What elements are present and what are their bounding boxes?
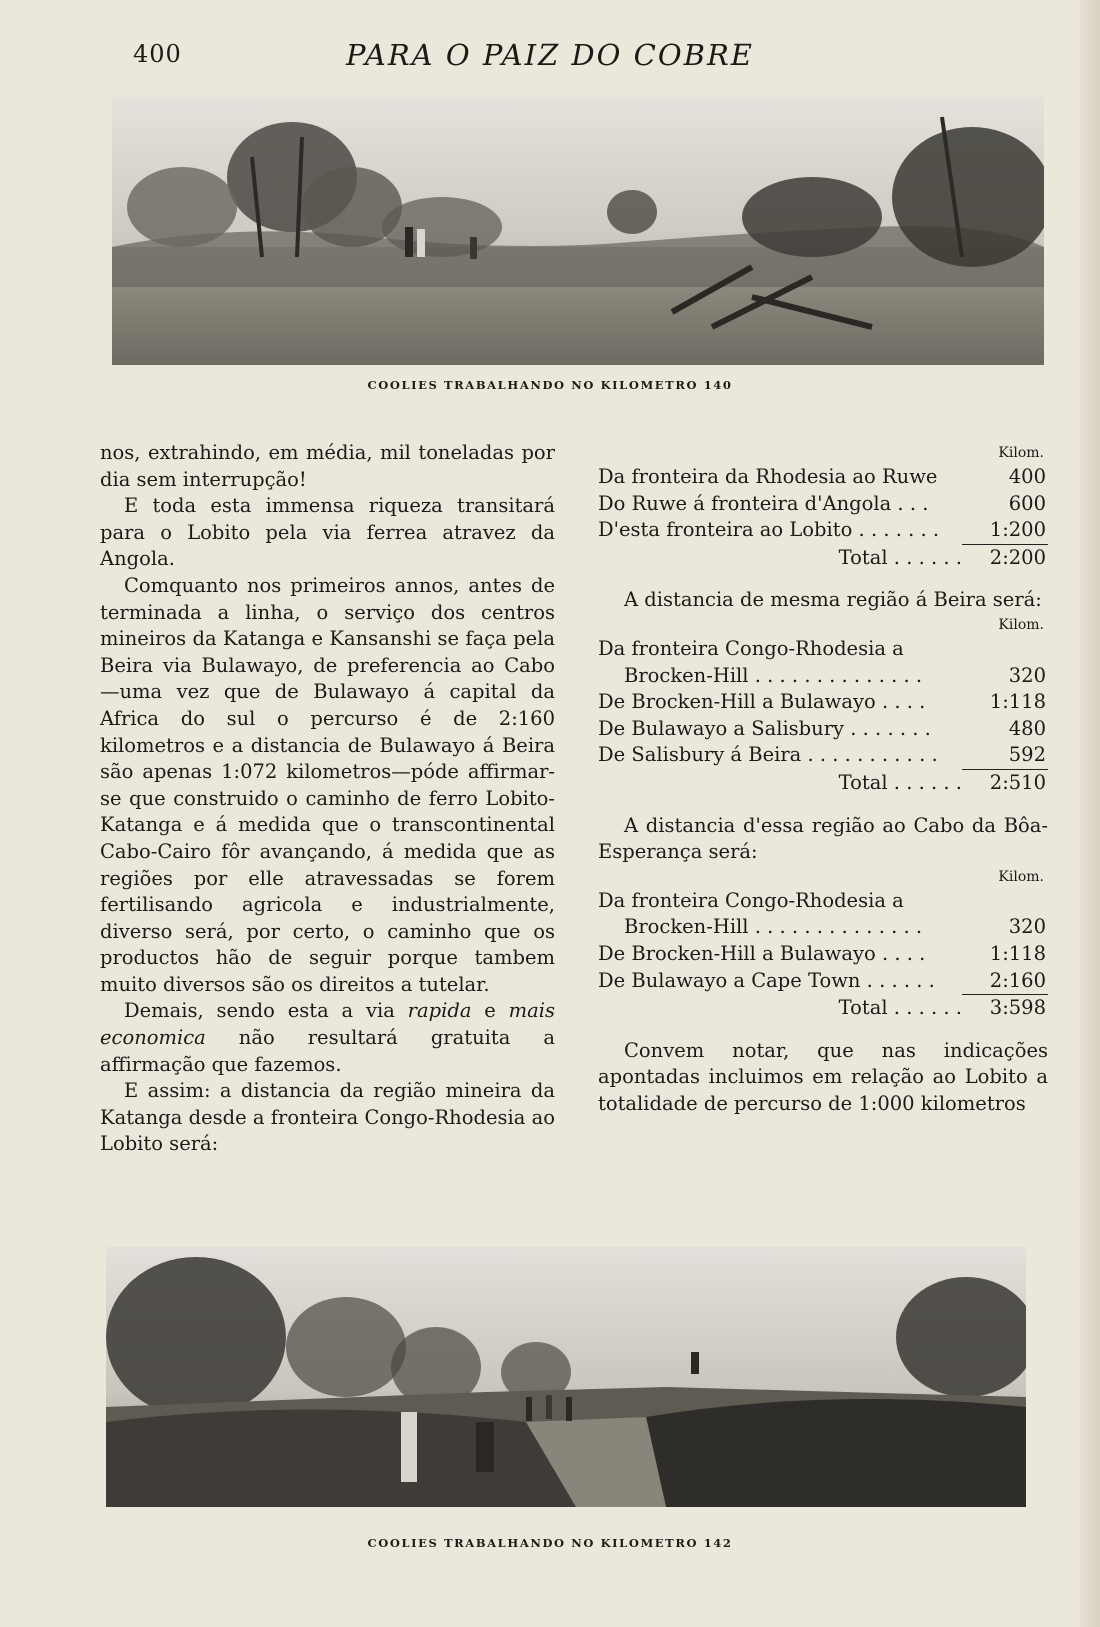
row-label: Da fronteira da Rhodesia ao Ruwe — [598, 465, 938, 488]
page-number: 400 — [133, 40, 182, 68]
total-row — [598, 995, 1048, 1022]
total-label: Total . . . . . . — [838, 996, 962, 1020]
distance-table-cabo — [598, 888, 1048, 1022]
text-run: e — [471, 999, 509, 1023]
distance-table-lobito — [598, 464, 1048, 571]
page-edge — [1080, 0, 1100, 1627]
photo-bottom — [106, 1247, 1026, 1507]
paragraph: A distancia de mesma região á Beira será: — [624, 588, 1042, 612]
row-label: Do Ruwe á fronteira d'Angola . . . — [598, 491, 929, 515]
row-value: 2:160 — [962, 968, 1048, 996]
table-row — [598, 491, 1048, 518]
row-value: 320 — [1008, 663, 1046, 687]
photo-top — [112, 97, 1044, 365]
photo-top-caption: COOLIES TRABALHANDO NO KILOMETRO 140 — [367, 378, 733, 392]
table-row — [598, 636, 1048, 663]
row-label: Da fronteira Congo-Rhodesia a — [598, 636, 904, 660]
row-label: De Brocken-Hill a Bulawayo . . . . — [598, 941, 926, 965]
row-value: 480 — [1008, 716, 1046, 740]
right-column — [598, 442, 1048, 1117]
italic-text: rapida — [407, 999, 472, 1023]
table-row — [598, 914, 1048, 941]
table-row — [598, 888, 1048, 915]
row-label: Brocken-Hill . . . . . . . . . . . . . . — [624, 663, 923, 687]
italic-text: mais economica — [100, 999, 556, 1050]
page-header — [0, 38, 1100, 78]
row-value: 592 — [962, 742, 1048, 770]
paragraph — [100, 998, 555, 1078]
table-row — [598, 517, 1048, 545]
row-value: 1:200 — [962, 517, 1048, 545]
paragraph: Comquanto nos primeiros annos, antes de terminada a linha, o serviço dos centros mineiros da Katanga e Kansanshi se faça pela Beira via Bulawayo, de preferencia ao Cabo —uma vez que de Bulawayo á capital da Africa do sul o percurso é de 2:160 kilometros e a distancia de Bulawayo á Beira são apenas 1:072 kilometros—póde affirmar-se que construido o caminho de ferro Lobito-Katanga e á medida que o transcontinental Cabo-Cairo fôr avançando, á medida que as regiões por elle atravessadas se forem fertilisando agricola e industrialmente, diverso será, por certo, o caminho que os productos hão de seguir porque tambem muito diversos são os direitos a tutelar. — [100, 573, 555, 996]
unit-label: Kilom. — [998, 868, 1044, 885]
row-label: De Bulawayo a Salisbury . . . . . . . — [598, 716, 931, 740]
table-row — [598, 742, 1048, 770]
row-value: 400 — [1008, 465, 1046, 488]
table-row — [598, 663, 1048, 690]
row-value: 600 — [1008, 491, 1046, 515]
row-label: D'esta fronteira ao Lobito . . . . . . . — [598, 518, 940, 542]
table-row — [598, 464, 1048, 491]
total-label: Total . . . . . . — [838, 770, 962, 794]
paragraph: Convem notar, que nas indicações apontadas incluimos em relação ao Lobito a totalidade de percurso de 1:000 kilometros — [598, 1038, 1048, 1115]
total-value: 3:598 — [989, 996, 1046, 1020]
photo-bottom-caption: COOLIES TRABALHANDO NO KILOMETRO 142 — [367, 1536, 733, 1550]
row-value: 320 — [1008, 915, 1046, 939]
paragraph: E assim: a distancia da região mineira da Katanga desde a fronteira Congo-Rhodesia ao Lobito será: — [100, 1079, 555, 1156]
unit-label: Kilom. — [998, 616, 1044, 633]
row-label: De Salisbury á Beira . . . . . . . . . . . — [598, 743, 938, 767]
paragraph: nos, extrahindo, em média, mil toneladas por dia sem interrupção! — [100, 441, 555, 491]
row-value: 1:118 — [989, 941, 1046, 965]
table-row — [598, 968, 1048, 996]
row-value: 1:118 — [989, 690, 1046, 714]
left-column — [100, 440, 555, 1158]
running-title: PARA O PAIZ DO COBRE — [346, 38, 754, 72]
total-label: Total . . . . . . — [838, 545, 962, 569]
text-run: Demais, sendo esta a via — [124, 999, 408, 1023]
total-value: 2:200 — [989, 545, 1046, 569]
photo-top-image — [112, 97, 1044, 365]
total-row — [598, 545, 1048, 572]
total-row — [598, 770, 1048, 797]
paragraph: A distancia d'essa região ao Cabo da Bôa-Esperança será: — [598, 813, 1048, 864]
text-run: não resultará gratuita a affirmação que fazemos. — [100, 1026, 555, 1076]
table-row — [598, 941, 1048, 968]
row-label: Brocken-Hill . . . . . . . . . . . . . . — [624, 915, 923, 939]
distance-table-beira — [598, 636, 1048, 797]
row-label: De Brocken-Hill a Bulawayo . . . . — [598, 690, 926, 714]
table-row — [598, 689, 1048, 716]
row-label: Da fronteira Congo-Rhodesia a — [598, 888, 904, 912]
paragraph: E toda esta immensa riqueza transitará para o Lobito pela via ferrea atravez da Angola. — [100, 494, 555, 571]
photo-bottom-image — [106, 1247, 1026, 1507]
table-row — [598, 716, 1048, 743]
row-label: De Bulawayo a Cape Town . . . . . . — [598, 968, 935, 992]
unit-label: Kilom. — [998, 445, 1044, 461]
total-value: 2:510 — [989, 770, 1046, 794]
